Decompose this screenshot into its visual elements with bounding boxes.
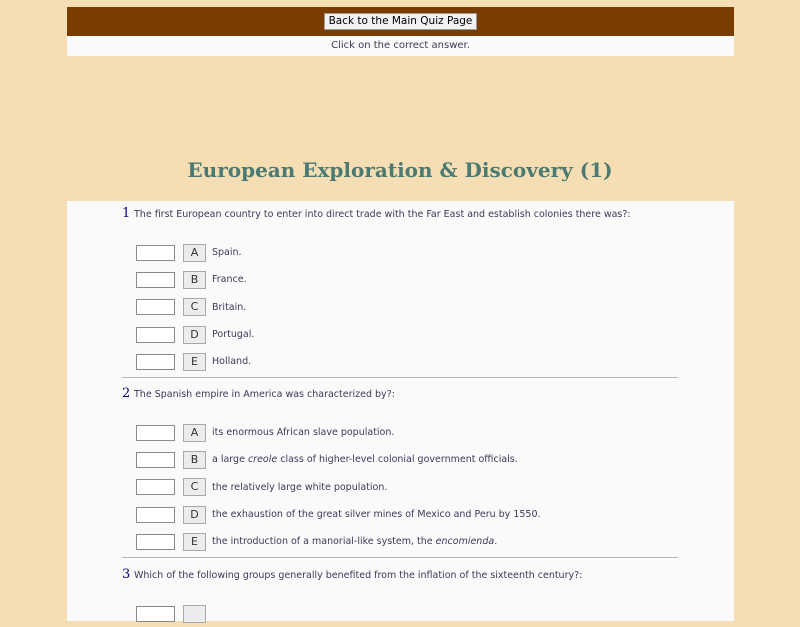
quiz-panel (67, 201, 734, 621)
answer-text (212, 536, 497, 547)
question-number: 1 (122, 206, 131, 221)
answer-result-box (136, 534, 175, 550)
question-3 (122, 567, 678, 627)
question-number: 3 (122, 567, 131, 582)
answer-row (122, 266, 678, 293)
answer-text: France. (212, 274, 247, 286)
question-1 (122, 206, 678, 375)
answer-text-emphasis: creole (247, 454, 278, 466)
question-text: The first European country to enter into direct trade with the Far East and establish colonies there was?: (134, 209, 631, 220)
answer-e-button[interactable]: E (183, 353, 206, 371)
answer-b-button[interactable]: B (183, 451, 206, 469)
question-text: Which of the following groups generally benefited from the inflation of the sixteenth century?: (134, 570, 583, 581)
answer-result-box (136, 272, 175, 288)
answer-row (122, 528, 678, 555)
answer-row (122, 474, 678, 501)
answer-row (122, 321, 678, 348)
answer-list (122, 600, 678, 627)
answer-text-part: . (494, 536, 498, 548)
answer-result-box (136, 479, 175, 495)
answer-result-box (136, 299, 175, 315)
answer-list (122, 419, 678, 555)
answer-result-box (136, 245, 175, 261)
answer-text: the exhaustion of the great silver mines of Mexico and Peru by 1550. (212, 509, 541, 521)
answer-row (122, 348, 678, 375)
answer-e-button[interactable]: E (183, 533, 206, 551)
answer-b-button[interactable]: B (183, 271, 206, 289)
answer-text-part: a large (212, 454, 248, 466)
answer-result-box (136, 327, 175, 343)
answer-a-button[interactable]: A (183, 424, 206, 442)
page-title: European Exploration & Discovery (1) (187, 158, 613, 182)
question-divider (122, 557, 678, 558)
answer-text-emphasis: encomienda (435, 536, 495, 548)
answer-c-button[interactable]: C (183, 478, 206, 496)
answer-c-button[interactable]: C (183, 298, 206, 316)
question-number: 2 (122, 386, 131, 401)
answer-row (122, 501, 678, 528)
answer-row (122, 239, 678, 266)
answer-d-button[interactable]: D (183, 326, 206, 344)
answer-text (212, 454, 518, 465)
answer-row (122, 294, 678, 321)
answer-text: Britain. (212, 301, 247, 313)
answer-row (122, 600, 678, 627)
answer-row (122, 446, 678, 473)
answer-a-button[interactable] (183, 605, 206, 623)
answer-text: Portugal. (212, 329, 255, 341)
answer-text: its enormous African slave population. (212, 427, 395, 439)
answer-result-box (136, 452, 175, 468)
question-2 (122, 386, 678, 555)
answer-result-box (136, 507, 175, 523)
answer-a-button[interactable]: A (183, 244, 206, 262)
answer-text: Spain. (212, 247, 242, 259)
answer-result-box (136, 425, 175, 441)
answer-text: Holland. (212, 356, 252, 368)
answer-result-box (136, 354, 175, 370)
instruction-bar (67, 36, 734, 56)
answer-text-part: the introduction of a manorial-like system, the (212, 536, 436, 548)
answer-text: the relatively large white population. (212, 481, 388, 493)
top-nav-bar (67, 7, 734, 36)
answer-text-part: class of higher-level colonial government officials. (277, 454, 518, 466)
instruction-text: Click on the correct answer. (331, 40, 470, 51)
answer-row (122, 419, 678, 446)
answer-d-button[interactable]: D (183, 506, 206, 524)
answer-result-box (136, 606, 175, 622)
question-text: The Spanish empire in America was characterized by?: (134, 389, 395, 400)
back-to-main-quiz-button[interactable]: Back to the Main Quiz Page (324, 13, 478, 30)
answer-list (122, 239, 678, 375)
question-divider (122, 377, 678, 378)
